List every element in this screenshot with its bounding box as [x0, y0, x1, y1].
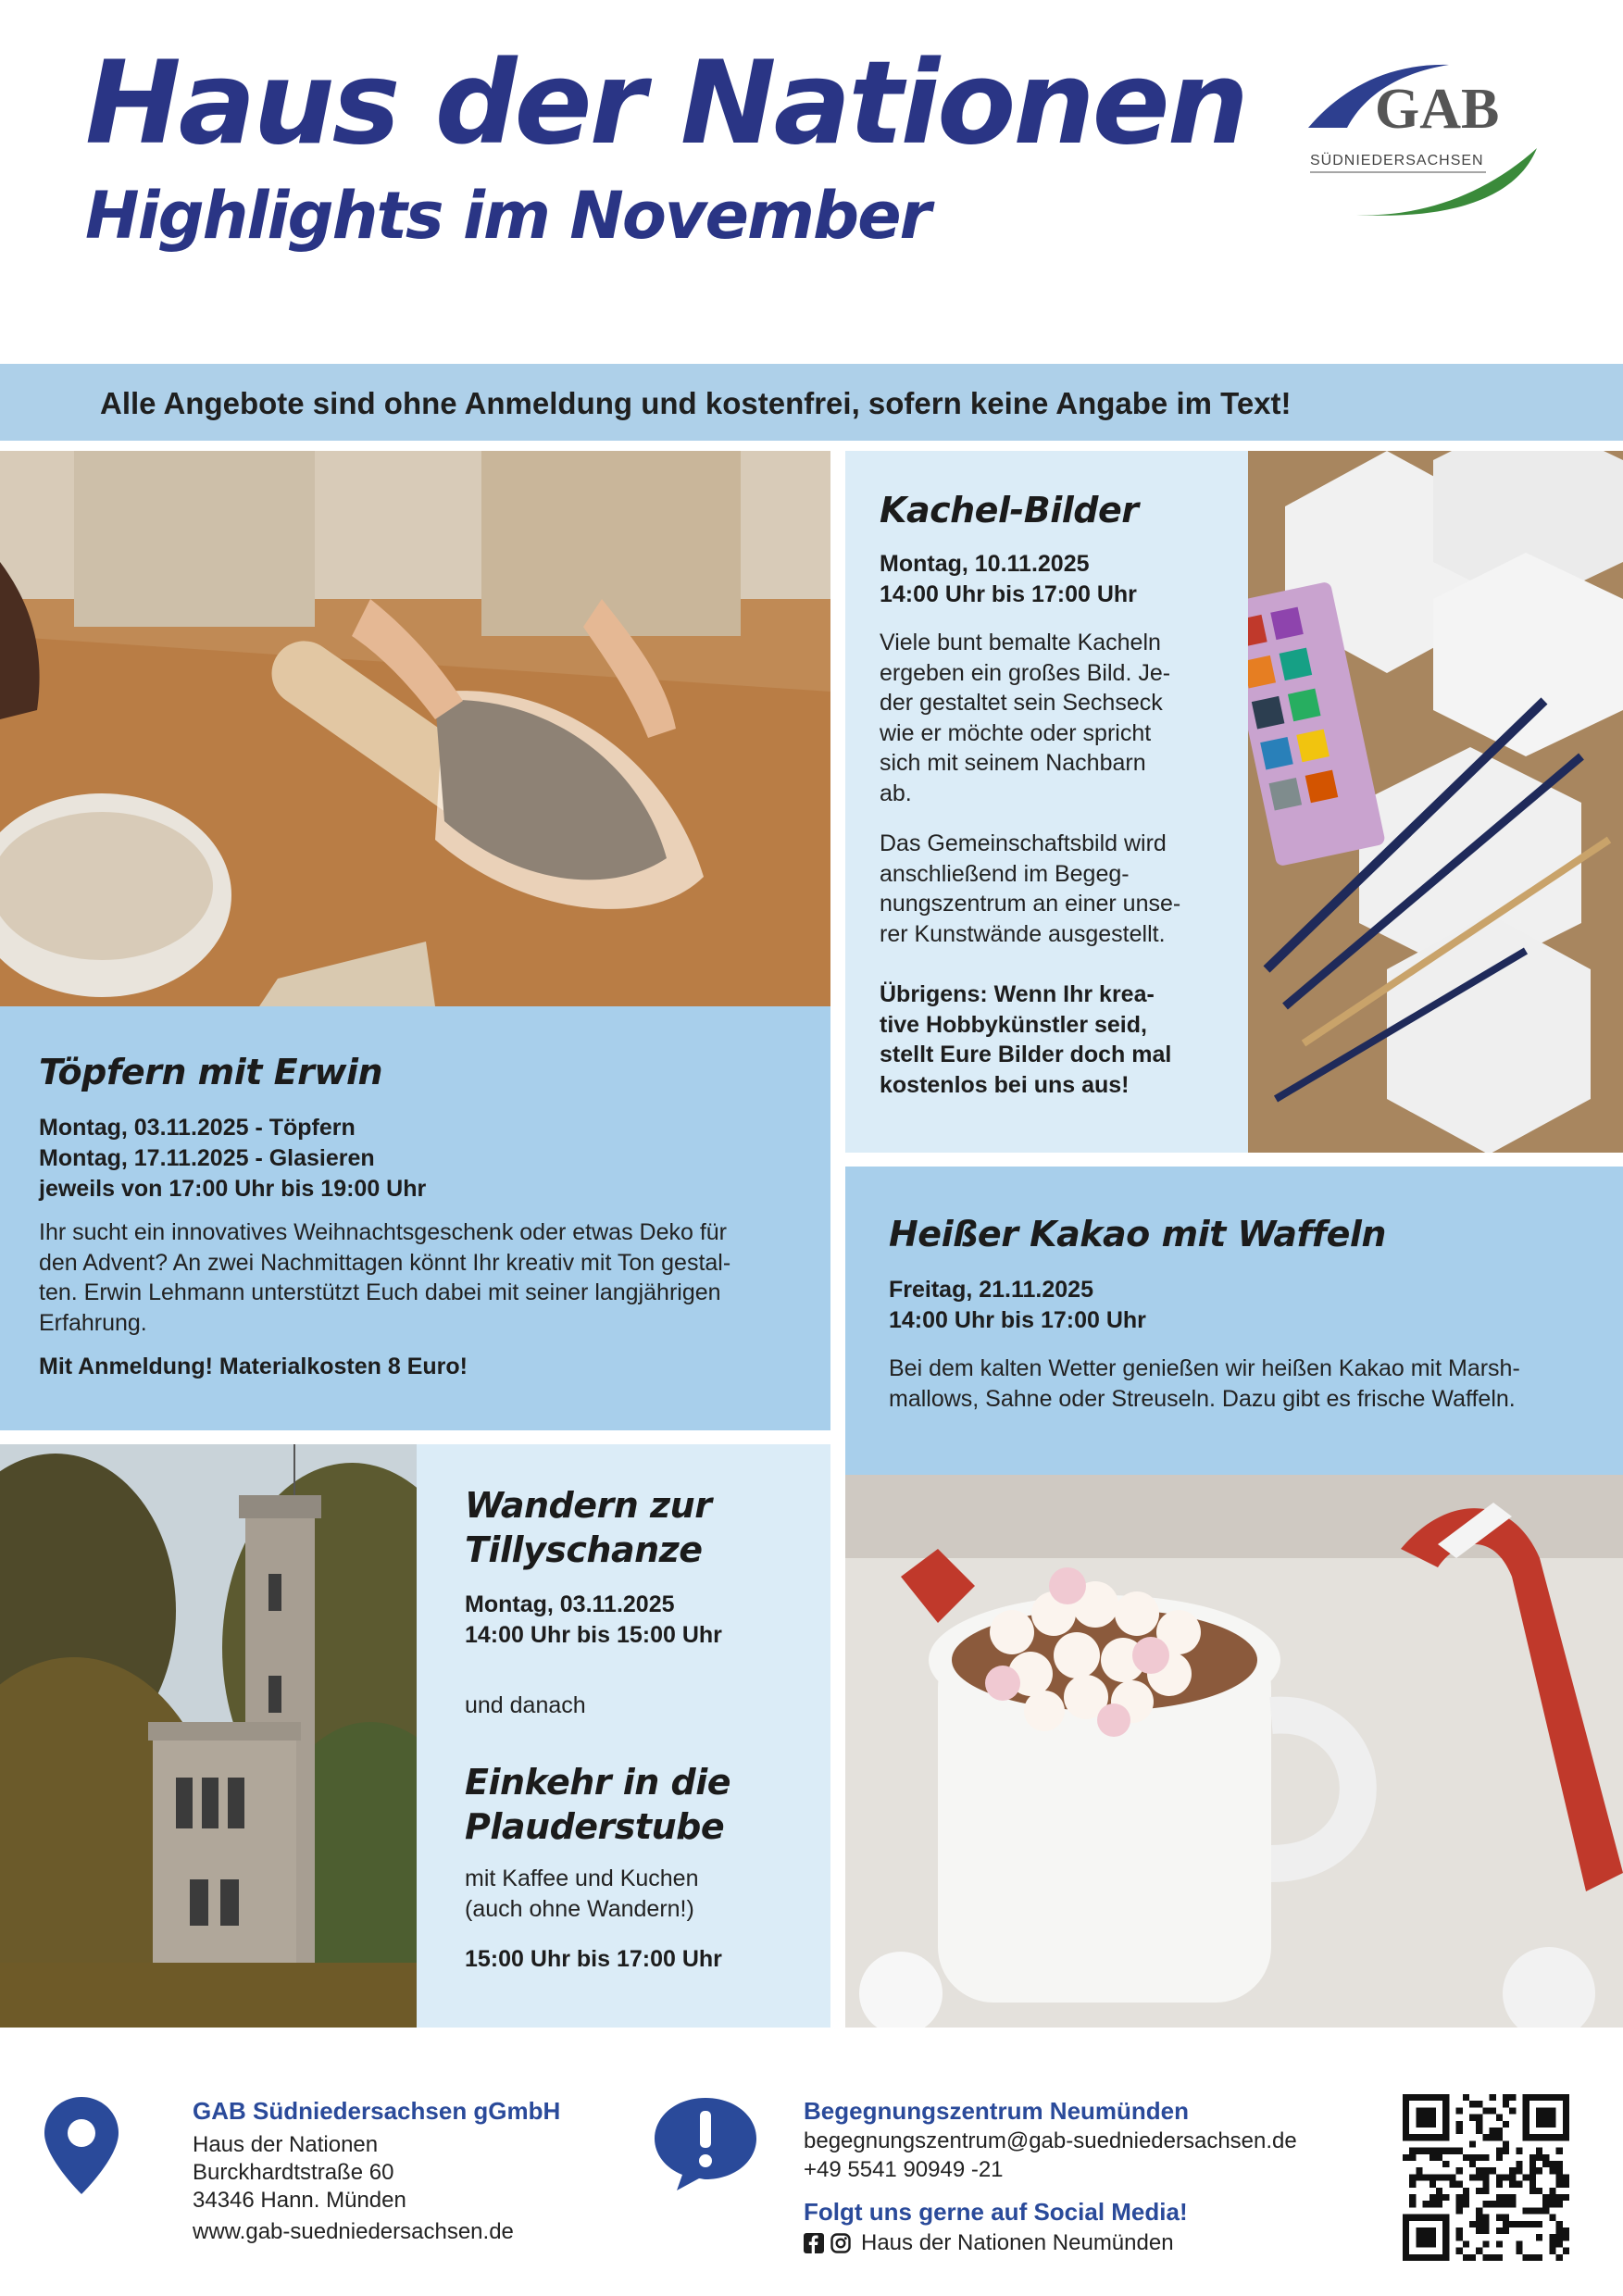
footer-address: Haus der Nationen Burckhardtstraße 60 34346 Hann. Münden	[193, 2132, 406, 2213]
toepfern-title: Töpfern mit Erwin	[39, 1052, 383, 1092]
page-subtitle: Highlights im November	[85, 178, 930, 254]
einkehr-time: 15:00 Uhr bis 17:00 Uhr	[465, 1946, 722, 1972]
location-pin-icon	[44, 2097, 119, 2194]
tower-photo	[0, 1444, 417, 2028]
footer-center-title: Begegnungszentrum Neumünden	[804, 2097, 1190, 2125]
toepfern-date-1: Montag, 03.11.2025 - Töpfern	[39, 1115, 356, 1141]
kachel-title: Kachel-Bilder	[880, 490, 1139, 530]
einkehr-description: mit Kaffee und Kuchen (auch ohne Wandern!)	[465, 1866, 699, 1922]
kachel-dates: Montag, 10.11.2025 14:00 Uhr bis 17:00 Uhr	[880, 551, 1137, 607]
speech-bubble-exclamation-icon	[653, 2094, 759, 2191]
instagram-icon[interactable]	[830, 2233, 851, 2253]
wandern-dates: Montag, 03.11.2025 14:00 Uhr bis 15:00 Uhr	[465, 1591, 722, 1648]
einkehr-title: Einkehr in die Plauderstube	[465, 1762, 731, 1847]
tiles-photo	[1248, 451, 1623, 1153]
footer-website-link[interactable]: www.gab-suedniedersachsen.de	[193, 2219, 514, 2244]
logo-text: GAB	[1375, 78, 1500, 141]
footer-org-name: GAB Südniedersachsen gGmbH	[193, 2097, 561, 2125]
kachel-text-2: Das Gemeinschaftsbild wird anschließend im Begeg- nungszentrum an einer unse- rer Kunstwände ausgestellt.	[880, 830, 1181, 947]
qr-code[interactable]	[1403, 2094, 1569, 2261]
footer-social-handle[interactable]: Haus der Nationen Neumünden	[861, 2230, 1174, 2255]
toepfern-dates	[39, 1113, 426, 1204]
page-title: Haus der Nationen	[85, 37, 1246, 170]
toepfern-note: Mit Anmeldung! Materialkosten 8 Euro!	[39, 1354, 468, 1379]
kakao-dates: Freitag, 21.11.2025 14:00 Uhr bis 17:00 Uhr	[889, 1277, 1146, 1333]
banner-text: Alle Angebote sind ohne Anmeldung und kostenfrei, sofern keine Angabe im Text!	[100, 386, 1292, 420]
gab-logo	[1301, 56, 1546, 222]
toepfern-time: jeweils von 17:00 Uhr bis 19:00 Uhr	[39, 1176, 427, 1202]
wandern-title: Wandern zur Tillyschanze	[465, 1485, 712, 1570]
footer-phone: +49 5541 90949 -21	[804, 2157, 1004, 2182]
kakao-title: Heißer Kakao mit Waffeln	[889, 1214, 1386, 1254]
kachel-text-1: Viele bunt bemalte Kacheln ergeben ein großes Bild. Je- der gestaltet sein Sechseck wie er möchte oder spricht sich mit seinem Nachbarn ab.	[880, 630, 1171, 806]
toepfern-description: Ihr sucht ein innovatives Weihnachtsgeschenk oder etwas Deko für den Advent? An zwei Nachmittagen könnt Ihr kreativ mit Ton gestal- ten. Erwin Lehmann unterstützt Euch dabei mit seiner langjährigen Erfahrung.	[39, 1219, 731, 1336]
footer-email-link[interactable]: begegnungszentrum@gab-suedniedersachsen.de	[804, 2128, 1297, 2153]
cocoa-photo	[845, 1475, 1623, 2028]
kakao-description: Bei dem kalten Wetter genießen wir heißen Kakao mit Marsh- mallows, Sahne oder Streuseln. Dazu gibt es frische Waffeln.	[889, 1355, 1520, 1412]
wandern-connector: und danach	[465, 1692, 586, 1718]
footer-social-title: Folgt uns gerne auf Social Media!	[804, 2198, 1188, 2226]
pottery-photo	[0, 451, 830, 1006]
kachel-note: Übrigens: Wenn Ihr krea- tive Hobbykünstler seid, stellt Eure Bilder doch mal kostenlos bei uns aus!	[880, 981, 1172, 1098]
toepfern-date-2: Montag, 17.11.2025 - Glasieren	[39, 1145, 375, 1171]
facebook-icon[interactable]	[804, 2233, 824, 2253]
svg-text:SÜDNIEDERSACHSEN: SÜDNIEDERSACHSEN	[1310, 153, 1484, 168]
